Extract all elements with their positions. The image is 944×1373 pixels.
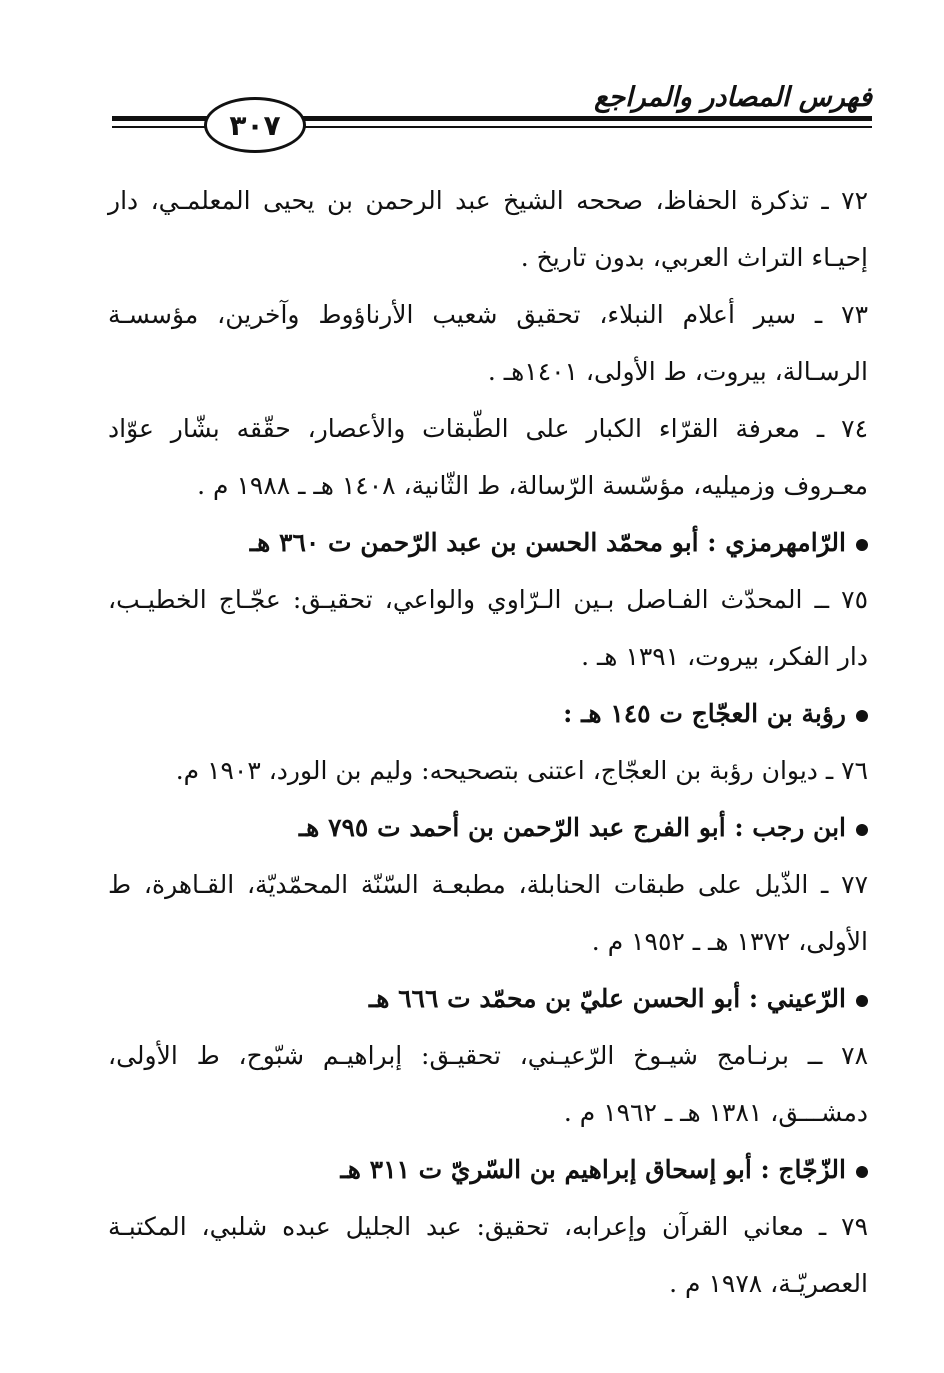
author-text: الرّعيني : أبو الحسن عليّ بن محمّد ت ٦٦٦ هـ [368, 984, 846, 1013]
entry-text: ٧٤ ـ معرفة القرّاء الكبار على الطّبقات والأعصار، حقّقه بشّار عوّاد معـروف وزميليه، مؤسّسة الرّسالة، ط الثّانية، ١٤٠٨ هـ ـ ١٩٨٨ م . [108, 414, 868, 500]
author-heading [108, 685, 868, 742]
bibliography-entry [108, 1198, 868, 1312]
bibliography-entry [108, 856, 868, 970]
page-header [112, 72, 872, 162]
entry-text: ٧٦ ـ ديوان رؤبة بن العجّاج، اعتنى بتصحيحه: وليم بن الورد، ١٩٠٣ م. [175, 756, 868, 785]
bibliography-entry [108, 400, 868, 514]
entry-text: ٧٢ ـ تذكرة الحفاظ، صححه الشيخ عبد الرحمن بن يحيى المعلمـي، دار إحيـاء التراث العربي، بدون تاريخ . [108, 186, 868, 272]
author-text: ابن رجب : أبو الفرج عبد الرّحمن بن أحمد ت ٧٩٥ هـ [298, 813, 846, 842]
running-header-title: فهرس المصادر والمراجع [594, 82, 872, 113]
bullet-icon [856, 710, 868, 722]
page-number-badge [204, 97, 306, 153]
entry-text: ٧٩ ـ معاني القرآن وإعرابه، تحقيق: عبد الجليل عبده شلبي، المكتبـة العصريّـة، ١٩٧٨ م . [108, 1212, 868, 1298]
bibliography-entry [108, 571, 868, 685]
bullet-icon [856, 539, 868, 551]
bibliography-entry [108, 1027, 868, 1141]
author-text: الرّامهرمزي : أبو محمّد الحسن بن عبد الرّحمن ت ٣٦٠ هـ [249, 528, 846, 557]
entry-text: ٧٣ ـ سير أعلام النبلاء، تحقيق شعيب الأرناؤوط وآخرين، مؤسسـة الرسـالة، بيروت، ط الأولى، ١٤٠١هـ . [108, 300, 868, 386]
author-heading [108, 1141, 868, 1198]
entry-text: ٧٧ ـ الذّيل على طبقات الحنابلة، مطبعـة السّنّة المحمّديّة، القـاهرة، ط الأولى، ١٣٧٢ هـ ـ ١٩٥٢ م . [108, 870, 868, 956]
bibliography-entry [108, 742, 868, 799]
page-number: ٣٠٧ [229, 108, 281, 142]
author-heading [108, 970, 868, 1027]
bullet-icon [856, 824, 868, 836]
author-heading [108, 799, 868, 856]
author-text: الزّجّاج : أبو إسحاق إبراهيم بن السّريّ ت ٣١١ هـ [340, 1155, 846, 1184]
bibliography-entry [108, 286, 868, 400]
author-text: رؤبة بن العجّاج ت ١٤٥ هـ : [563, 699, 846, 728]
entry-text: ٧٥ ــ المحدّث الفـاصل بـين الـرّاوي والواعي، تحقيـق: عجّـاج الخطيـب، دار الفكر، بيروت، ١٣٩١ هـ . [108, 585, 868, 671]
bullet-icon [856, 1166, 868, 1178]
bibliography-list [108, 172, 868, 1312]
entry-text: ٧٨ ــ برنـامج شيـوخ الرّعيـني، تحقيـق: إبراهيـم شبّوح، ط الأولى، دمشـــق، ١٣٨١ هـ ـ ١٩٦٢ م . [108, 1041, 868, 1127]
author-heading [108, 514, 868, 571]
bullet-icon [856, 995, 868, 1007]
bibliography-entry [108, 172, 868, 286]
